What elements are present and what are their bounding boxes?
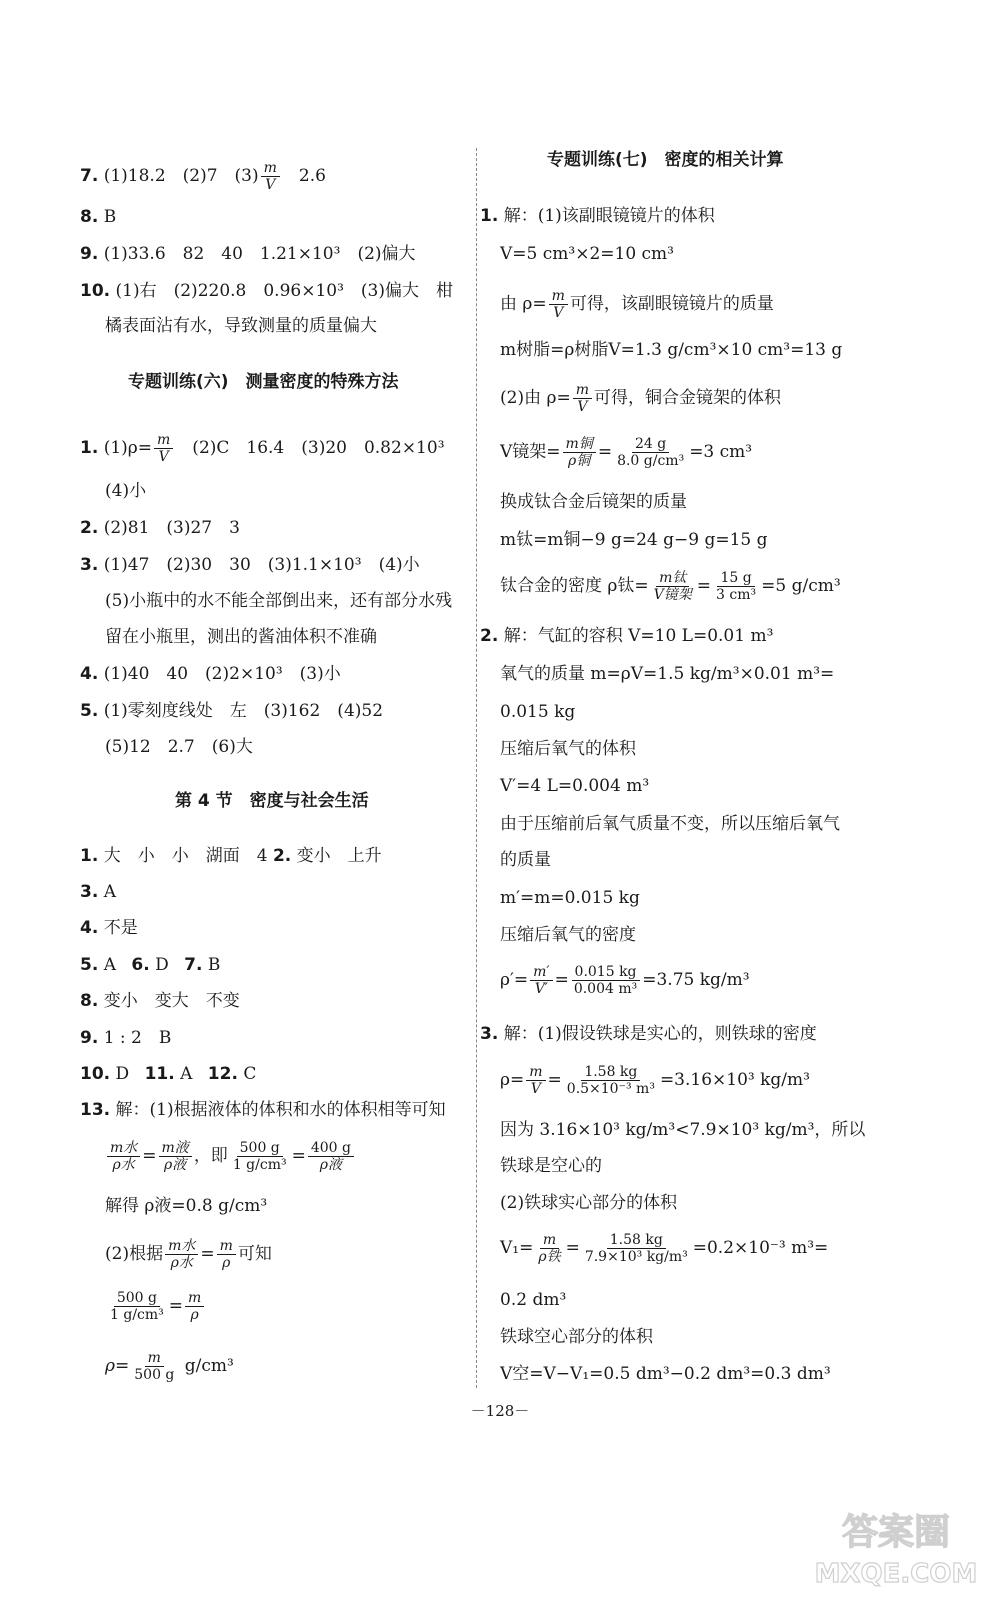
- q7-line: [80, 160, 326, 193]
- r-q1-line-4: m树脂=ρ树脂V=1.3 g/cm³×10 cm³=13 g: [500, 340, 843, 360]
- r-q1-line-6: V镜架= $\frac{\text{m铜}}{\text{ρ铜}}$ = $\frac{24 g}{\text{8.0 g/cm³}}$ =3 cm³: [500, 436, 753, 470]
- q7-answer-b: 2.6: [281, 166, 326, 187]
- s4q12-answer: C: [243, 1064, 257, 1084]
- s4q9-number: 9.: [80, 1028, 99, 1048]
- s6q3-line: [80, 557, 420, 574]
- s4q5-number: 5.: [80, 955, 99, 975]
- q9-line: [80, 246, 416, 263]
- q10-line-2: 橘表面沾有水，导致测量的质量偏大: [105, 316, 377, 336]
- r-q2-line-5: V′=4 L=0.004 m³: [500, 776, 650, 796]
- r-q1-number: 1.: [480, 206, 499, 226]
- r-q1-text: 解：(1)该副眼镜镜片的体积: [503, 206, 715, 226]
- s4q4-number: 4.: [80, 918, 99, 938]
- s4q3-number: 3.: [80, 882, 99, 902]
- s4q8-number: 8.: [80, 991, 99, 1011]
- s6q3-number: 3.: [80, 555, 99, 575]
- s4q6-number: 6.: [131, 955, 150, 975]
- q10-number: 10.: [80, 281, 111, 301]
- r-q2-line-4: 压缩后氧气的体积: [500, 739, 636, 759]
- r-q2-line-10: ρ′= $\frac{m'}{V'}$ = $\frac{0.015 kg}{\text{0.004 m³}}$ =3.75 kg/m³: [500, 964, 750, 998]
- s6q1-line-2: (4)小: [105, 481, 147, 501]
- s4q11-number: 11.: [144, 1064, 175, 1084]
- s4q1-line: [80, 848, 382, 865]
- s4q13-eq-2: 解得 ρ液=0.8 g/cm³: [105, 1196, 268, 1216]
- r-q1-line-3: 由 ρ= $\frac{m}{V}$ 可得，该副眼镜镜片的质量: [500, 288, 774, 322]
- s6q3-line-3: 留在小瓶里，测出的酱油体积不准确: [105, 627, 377, 647]
- r-q1-line-8: m钛=m铜−9 g=24 g−9 g=15 g: [500, 530, 768, 550]
- s4q1-number: 1.: [80, 846, 99, 866]
- r-q1-line-1: [480, 208, 715, 225]
- s6q3-line-2: (5)小瓶中的水不能全部倒出来，还有部分水残: [105, 591, 453, 611]
- page-number: －128－: [470, 1402, 530, 1420]
- s4q4-answer: 不是: [103, 918, 138, 938]
- s6q1-line: [80, 432, 445, 465]
- q9-answer: (1)33.6 82 40 1.21×10³ (2)偏大: [103, 244, 416, 264]
- r-q3-line-7: 0.2 dm³: [500, 1290, 567, 1310]
- watermark-logo: [806, 1502, 986, 1592]
- s4q7-number: 7.: [184, 955, 203, 975]
- s4q6-answer: D: [155, 955, 169, 975]
- s4q3-line: [80, 884, 116, 901]
- q8-line: [80, 209, 116, 226]
- s4q9-answer: 1 : 2 B: [103, 1028, 172, 1048]
- s4q3-answer: A: [103, 882, 116, 902]
- s4q2-number: 2.: [272, 846, 292, 866]
- r-q1-line-5: (2)由 ρ= $\frac{m}{V}$ 可得，铜合金镜架的体积: [500, 382, 782, 416]
- r-q1-line-9: 钛合金的密度 ρ钛= $\frac{\text{m钛}}{\text{V镜架}}$ = $\frac{15 g}{\text{3 cm³}}$ =5 g/cm³: [500, 570, 841, 604]
- s4q13-line: [80, 1102, 446, 1119]
- r-q3-line-9: V空=V−V₁=0.5 dm³−0.2 dm³=0.3 dm³: [500, 1364, 831, 1384]
- q10-line: [80, 283, 453, 300]
- s4q5-line: [80, 957, 220, 974]
- s4q13-eq-1: $\frac{\text{m水}}{\text{ρ水}}$ = $\frac{\text{m液}}{\text{ρ液}}$ ，即 $\frac{500 g}{\text{1 g/cm³}}$ = $\frac{400 g}{\text{ρ液}}$: [105, 1140, 356, 1173]
- r-q3-line-8: 铁球空心部分的体积: [500, 1327, 653, 1347]
- q7-answer-a: (1)18.2 (2)7 (3): [103, 166, 259, 187]
- r-q3-text: 解：(1)假设铁球是实心的，则铁球的密度: [503, 1024, 817, 1044]
- s6q5-line: [80, 703, 383, 720]
- s4q13-eq-3: (2)根据 $\frac{\text{m水}}{\text{ρ水}}$ = $\frac{m}{\rho}$ 可知: [105, 1238, 272, 1272]
- r-q3-line-2: ρ= $\frac{m}{V}$ = $\frac{1.58 kg}{\text{0.5×10⁻³ m³}}$ =3.16×10³ kg/m³: [500, 1064, 810, 1098]
- section-title-6: 专题训练(六) 测量密度的特殊方法: [128, 372, 399, 392]
- s4q5-answer: A: [103, 955, 116, 975]
- s6q5-number: 5.: [80, 701, 99, 721]
- s4q8-line: [80, 993, 240, 1010]
- s6q1-answer-b: (2)C 16.4 (3)20 0.82×10³: [175, 438, 445, 459]
- r-q2-line-9: 压缩后氧气的密度: [500, 925, 636, 945]
- s4q11-answer: A: [180, 1064, 193, 1084]
- r-q3-line-6: V₁= $\frac{m}{\text{ρ铁}}$ = $\frac{1.58 kg}{\text{7.9×10³ kg/m³}}$ =0.2×10⁻³ m³=: [500, 1232, 829, 1266]
- column-divider: [476, 148, 477, 1388]
- s4q12-number: 12.: [207, 1064, 238, 1084]
- r-q3-line-1: [480, 1026, 817, 1043]
- r-q1-line-7: 换成钛合金后镜架的质量: [500, 492, 687, 512]
- r-q2-line-7: 的质量: [500, 850, 551, 870]
- s6q1-answer-a: (1)ρ=: [103, 438, 153, 459]
- r-q1-line-2: V=5 cm³×2=10 cm³: [500, 244, 674, 264]
- q7-fraction: $\frac{m}{V}$: [261, 160, 280, 193]
- s6q2-answer: (2)81 (3)27 3: [103, 518, 240, 538]
- r-q2-line-1: [480, 628, 773, 645]
- r-q2-text: 解：气缸的容积 V=10 L=0.01 m³: [503, 626, 774, 646]
- r-q3-line-3: 因为 3.16×10³ kg/m³<7.9×10³ kg/m³，所以: [500, 1120, 866, 1140]
- r-q2-line-8: m′=m=0.015 kg: [500, 888, 640, 908]
- s4q7-answer: B: [207, 955, 221, 975]
- s6q4-number: 4.: [80, 664, 99, 684]
- s4q1-answer: 大 小 小 湖面 4: [103, 846, 268, 866]
- svg-text:答案圈: 答案圈: [841, 1512, 951, 1553]
- s6q5-line-2: (5)12 2.7 (6)大: [105, 737, 253, 757]
- s6q5-answer: (1)零刻度线处 左 (3)162 (4)52: [103, 701, 384, 721]
- s6q1-fraction: $\frac{m}{V}$: [154, 432, 173, 465]
- q9-number: 9.: [80, 244, 99, 264]
- s4q10-line: [80, 1066, 256, 1083]
- r-q2-line-6: 由于压缩前后氧气质量不变，所以压缩后氧气: [500, 814, 840, 834]
- q8-number: 8.: [80, 207, 99, 227]
- section-title-7: 专题训练(七) 密度的相关计算: [547, 150, 784, 170]
- s4q13-eq-5: ρ= $\frac{m}{500 g}$ g/cm³: [105, 1350, 234, 1384]
- s6q2-line: [80, 520, 240, 537]
- s6q4-line: [80, 666, 341, 683]
- s4q9-line: [80, 1030, 171, 1047]
- q10-answer: (1)右 (2)220.8 0.96×10³ (3)偏大 柑: [115, 281, 453, 301]
- s4q13-answer: 解：(1)根据液体的体积和水的体积相等可知: [115, 1100, 446, 1120]
- q7-number: 7.: [80, 166, 99, 187]
- s4q13-number: 13.: [80, 1100, 111, 1120]
- s4q13-eq-4: $\frac{500 g}{\text{1 g/cm³}}$ = $\frac{m}{\rho}$: [105, 1290, 206, 1323]
- q8-answer: B: [103, 207, 117, 227]
- r-q3-number: 3.: [480, 1024, 499, 1044]
- svg-text:MXQE.COM: MXQE.COM: [814, 1559, 978, 1589]
- s4q10-answer: D: [115, 1064, 130, 1084]
- r-q2-number: 2.: [480, 626, 499, 646]
- s6q4-answer: (1)40 40 (2)2×10³ (3)小: [103, 664, 341, 684]
- s4q2-answer: 变小 上升: [296, 846, 382, 866]
- s4q4-line: [80, 920, 138, 937]
- r-q2-line-2: 氧气的质量 m=ρV=1.5 kg/m³×0.01 m³=: [500, 664, 835, 684]
- s6q1-number: 1.: [80, 438, 99, 459]
- r-q3-line-4: 铁球是空心的: [500, 1156, 602, 1176]
- s6q3-answer: (1)47 (2)30 30 (3)1.1×10³ (4)小: [103, 555, 420, 575]
- s6q2-number: 2.: [80, 518, 99, 538]
- s4q10-number: 10.: [80, 1064, 111, 1084]
- section-title-4: 第 4 节 密度与社会生活: [175, 791, 369, 811]
- r-q3-line-5: (2)铁球实心部分的体积: [500, 1193, 678, 1213]
- s4q8-answer: 变小 变大 不变: [103, 991, 240, 1011]
- r-q2-line-3: 0.015 kg: [500, 702, 576, 722]
